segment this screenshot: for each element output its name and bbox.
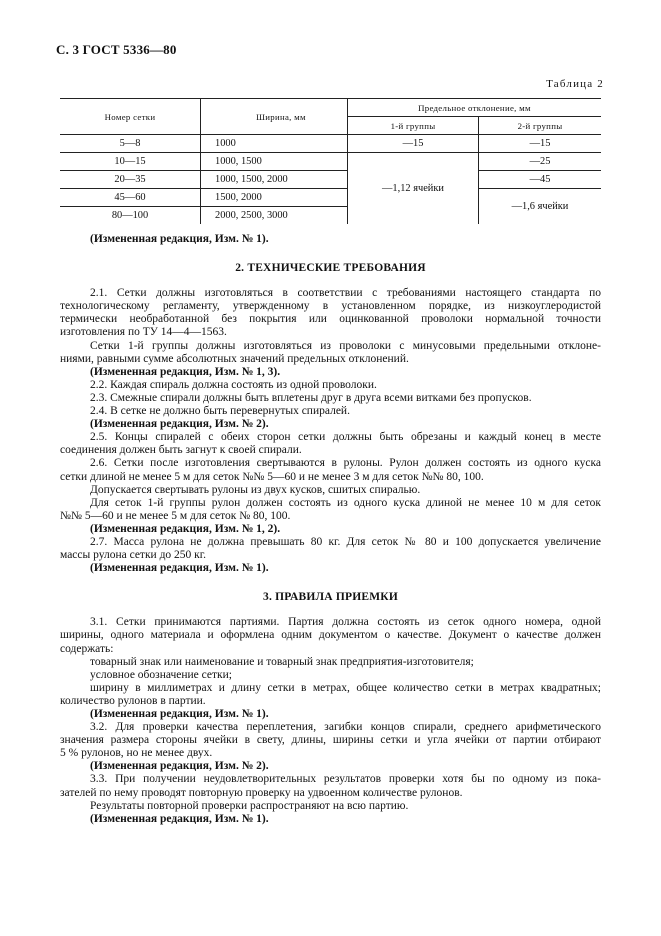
cell-mesh: 20—35	[60, 171, 201, 189]
amendment-note: (Измененная редакция, Изм. № 2).	[90, 418, 269, 431]
col-header-group1: 1-й группы	[348, 117, 479, 135]
cell-width: 1000, 1500	[201, 153, 348, 171]
paragraph-line: 2.1. Сетки должны изготовляться в соответствии с требованиями настоящего стандарта по	[90, 287, 601, 300]
mesh-tolerance-table	[60, 98, 601, 224]
paragraph-line: 3.2. Для проверки качества переплетения, загибки концов спирали, среднего арифметического	[90, 721, 601, 734]
cell-mesh: 80—100	[60, 207, 201, 225]
cell-width: 1500, 2000	[201, 189, 348, 207]
list-item: товарный знак или наименование и товарный знак предприятия-изготовителя;	[90, 655, 474, 668]
paragraph-line: Для сеток 1-й группы рулон должен состоять из одного куска длиной не менее 10 м для сеток	[90, 496, 601, 509]
cell-width: 2000, 2500, 3000	[201, 207, 348, 225]
paragraph-line: ширины, одного материала и оформлена одним документом о качестве. Документ о качестве должен	[60, 629, 601, 642]
paragraph-line: термически необработанной без покрытия или оцинкованной проволоки нормальной точности	[60, 313, 601, 326]
cell-mesh: 5—8	[60, 135, 201, 153]
paragraph: Результаты повторной проверки распространяют на всю партию.	[90, 799, 409, 812]
cell-width: 1000, 1500, 2000	[201, 171, 348, 189]
paragraph-line: 5 % рулонов, но не менее двух.	[60, 747, 213, 760]
paragraph-line: сетки длиной не менее 5 м для сеток №№ 5—60 и не менее 3 м для сеток №№ 80, 100.	[60, 470, 484, 483]
paragraph-line: значения размера стороны ячейки в свету, длины, ширины сетки и угла ячейки от партии отбирают	[60, 734, 601, 747]
cell-group2: —15	[479, 135, 602, 153]
paragraph-line: 2.7. Масса рулона не должна превышать 80 кг. Для сеток № 80 и 100 допускается увеличение	[90, 535, 601, 548]
cell-mesh: 10—15	[60, 153, 201, 171]
cell-group2: —25	[479, 153, 602, 171]
amendment-note: (Измененная редакция, Изм. № 2).	[90, 760, 269, 773]
amendment-note: (Измененная редакция, Изм. № 1).	[90, 562, 269, 575]
paragraph-line: содержать:	[60, 642, 114, 655]
paragraph-line: изготовления по ТУ 14—4—1563.	[60, 326, 227, 339]
amendment-note: (Измененная редакция, Изм. № 1).	[90, 812, 269, 825]
page-header: С. 3 ГОСТ 5336—80	[56, 42, 177, 57]
amendment-note: (Измененная редакция, Изм. № 1).	[90, 708, 269, 720]
paragraph: 2.2. Каждая спираль должна состоять из одной проволоки.	[90, 378, 377, 391]
paragraph-line: ниями, равными сумме абсолютных значений предельных отклонений.	[60, 352, 409, 365]
cell-group2: —45	[479, 171, 602, 189]
col-header-deviation: Предельное отклонение, мм	[348, 99, 602, 117]
cell-group2-merged: —1,6 ячейки	[479, 189, 602, 225]
section-2-title: 2. ТЕХНИЧЕСКИЕ ТРЕБОВАНИЯ	[235, 262, 426, 275]
col-header-mesh: Номер сетки	[60, 99, 201, 135]
cell-width: 1000	[201, 135, 348, 153]
paragraph-line: 2.5. Концы спиралей с обеих сторон сетки должны быть обрезаны и каждый конец в месте	[90, 431, 601, 444]
paragraph-line: 3.3. При получении неудовлетворительных результатов проверки хотя бы по одному из пока-	[90, 773, 601, 786]
list-item: ширину в миллиметрах и длину сетки в метрах, общее количество сетки в метрах квадратных;	[90, 681, 601, 694]
amendment-note: (Измененная редакция, Изм. № 1, 2).	[90, 522, 281, 535]
table-caption: Таблица 2	[546, 78, 604, 90]
list-item: условное обозначение сетки;	[90, 668, 232, 681]
col-header-group2: 2-й группы	[479, 117, 602, 135]
amendment-note: (Измененная редакция, Изм. № 1).	[90, 233, 269, 245]
table-row	[60, 189, 601, 207]
paragraph-line: 3.1. Сетки принимаются партиями. Партия должна состоять из сеток одного номера, одной	[90, 616, 601, 629]
amendment-note: (Измененная редакция, Изм. № 1, 3).	[90, 365, 281, 378]
col-header-width: Ширина, мм	[201, 99, 348, 135]
paragraph: Допускается свертывать рулоны из двух кусков, сшитых спиралью.	[90, 483, 421, 496]
paragraph: 2.3. Смежные спирали должны быть вплетены друг в друга всеми витками без пропусков.	[90, 391, 532, 404]
section-3-title: 3. ПРАВИЛА ПРИЕМКИ	[263, 591, 398, 604]
cell-group1-merged: —1,12 ячейки	[348, 153, 479, 225]
list-item: количество рулонов в партии.	[60, 694, 206, 707]
paragraph-line: №№ 5—60 и не менее 5 м для сеток № 80, 100.	[60, 509, 291, 522]
cell-mesh: 45—60	[60, 189, 201, 207]
paragraph: 2.4. В сетке не должно быть перевернутых спиралей.	[90, 405, 350, 418]
paragraph-line: Сетки 1-й группы должны изготовляться из проволоки с минусовыми предельными отклоне-	[90, 339, 601, 352]
paragraph-line: 2.6. Сетки после изготовления свертываются в рулоны. Рулон должен состоять из одного куска	[90, 457, 601, 470]
document-body	[60, 233, 601, 826]
table-row	[60, 153, 601, 171]
table-row	[60, 171, 601, 189]
cell-group1: —15	[348, 135, 479, 153]
paragraph-line: массы рулона сетки до 250 кг.	[60, 549, 207, 562]
paragraph-line: зателей по нему проводят повторную проверку на удвоенном количестве рулонов.	[60, 786, 463, 799]
paragraph-line: соединения должен быть загнут к своей спирали.	[60, 444, 302, 457]
paragraph-line: технологическому регламенту, утвержденному в установленном порядке, из низкоуглеродистой	[60, 300, 601, 313]
table-row	[60, 135, 601, 153]
